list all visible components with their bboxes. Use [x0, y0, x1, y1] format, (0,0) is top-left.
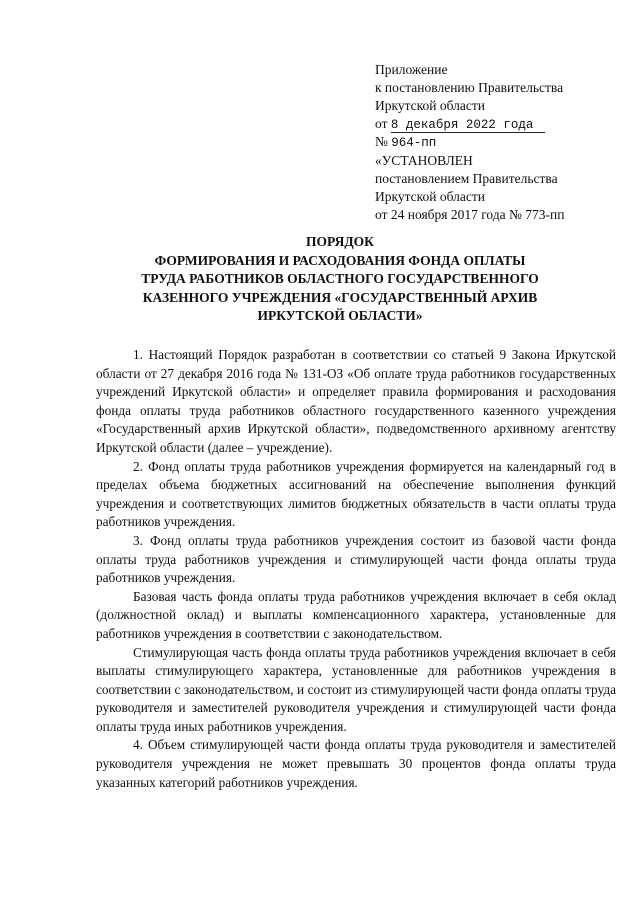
appendix-date-line	[375, 115, 625, 133]
date-value: 8 декабря 2022 года	[391, 118, 546, 133]
paragraph-2: 2. Фонд оплаты труда работников учреждения формируется на календарный год в пределах объема бюджетных ассигнований на обеспечение выполнения функций учреждения и соответствующих лимитов бюджетных обязательств в части оплаты труда работников учреждения.	[96, 458, 616, 530]
title-line-1: ПОРЯДОК	[306, 234, 374, 249]
appendix-header	[375, 61, 625, 224]
paragraph-3: 3. Фонд оплаты труда работников учреждения состоит из базовой части фонда оплаты труда работников учреждения и стимулирующей части фонда оплаты труда работников учреждения.	[96, 532, 616, 586]
approved-date: от 24 ноября 2017 года № 773-пп	[375, 207, 565, 222]
number-value: 964-пп	[391, 136, 437, 150]
title-line-2: ФОРМИРОВАНИЯ И РАСХОДОВАНИЯ ФОНДА ОПЛАТЫ	[154, 252, 526, 268]
paragraph-1: 1. Настоящий Порядок разработан в соответствии со статьей 9 Закона Иркутской области от 27 декабря 2016 года № 131-ОЗ «Об оплате труда работников государственных учреждений Иркутской области» и определяет правила формирования и расходования фонда оплаты труда работников областного государственного казенного учреждения «Государственный архив Иркутской области», подведомственного архивному агентству Иркутской области (далее – учреждение).	[96, 347, 616, 455]
approved-by: постановлением Правительства	[375, 171, 558, 186]
appendix-label: Приложение	[375, 62, 448, 77]
appendix-resolution: к постановлению Правительства	[375, 80, 564, 95]
appendix-number-line	[375, 133, 625, 152]
approved-region: Иркутской области	[375, 189, 486, 204]
paragraph-3-base: Базовая часть фонда оплаты труда работников учреждения включает в себя оклад (должностной оклад) и выплаты компенсационного характера, установленные для работников учреждения в соответствии с законодательством.	[96, 588, 616, 641]
number-prefix: №	[375, 134, 388, 149]
title-line-5: ИРКУТСКОЙ ОБЛАСТИ»	[257, 308, 423, 323]
title-line-4: КАЗЕННОГО УЧРЕЖДЕНИЯ «ГОСУДАРСТВЕННЫЙ АРХИВ	[142, 289, 538, 305]
document-title	[70, 233, 610, 326]
document-body	[96, 346, 616, 792]
approved-label: «УСТАНОВЛЕН	[375, 153, 473, 168]
appendix-region: Иркутской области	[375, 98, 486, 113]
paragraph-3-stimulating: Стимулирующая часть фонда оплаты труда работников учреждения включает в себя выплаты стимулирующего характера, установленные для работников учреждения в соответствии с законодательством, и состоит из стимулирующей части фонда оплаты труда руководителя и заместителей руководителя учреждения и стимулирующей части фонда оплаты труда иных работников учреждения.	[96, 644, 616, 734]
paragraph-4: 4. Объем стимулирующей части фонда оплаты труда руководителя и заместителей руководителя учреждения не может превышать 30 процентов фонда оплаты труда указанных категорий работников учреждения.	[96, 737, 616, 790]
date-prefix: от	[375, 116, 388, 131]
title-line-3: ТРУДА РАБОТНИКОВ ОБЛАСТНОГО ГОСУДАРСТВЕННОГО	[141, 271, 539, 286]
